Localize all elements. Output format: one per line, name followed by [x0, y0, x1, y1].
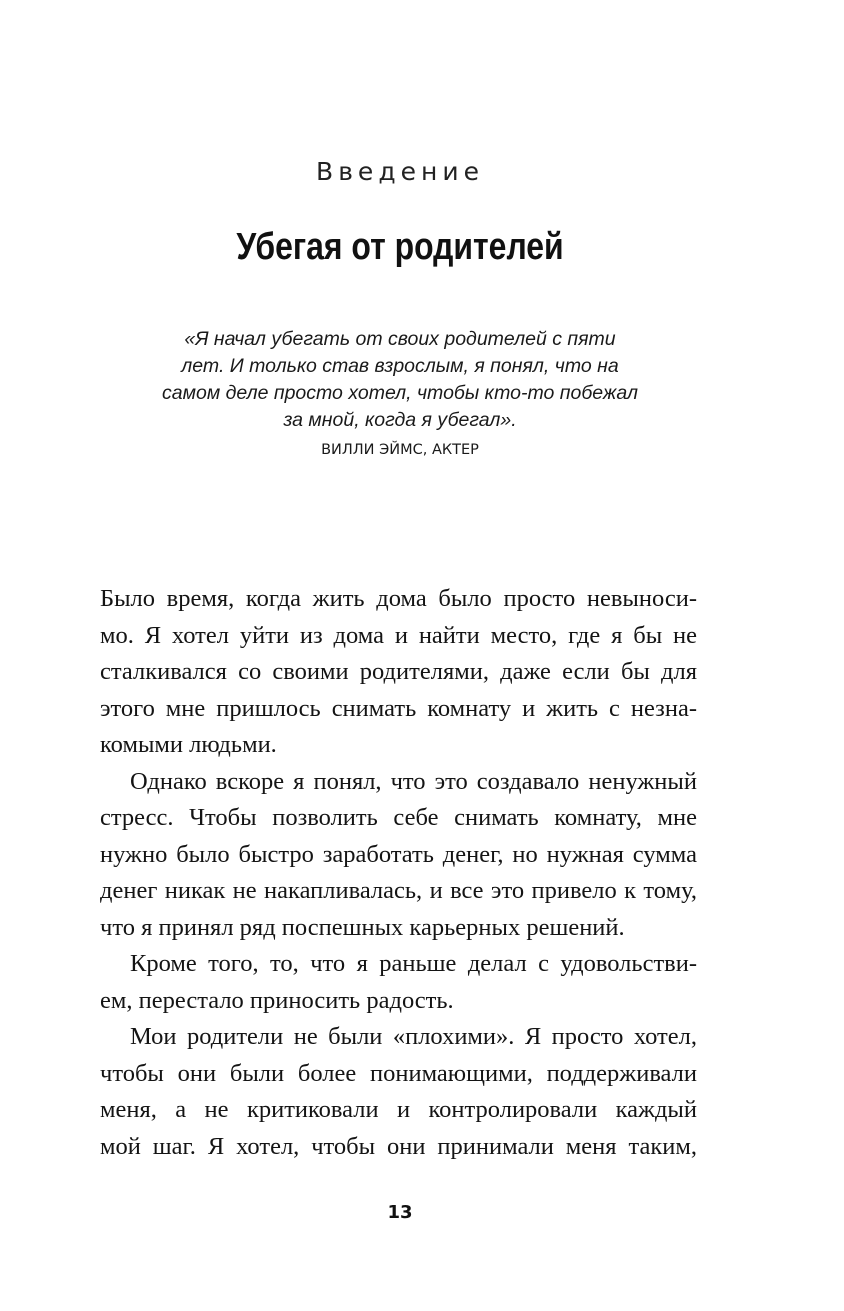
text-line: денег никак не накапливалась, и все это привело к тому,	[100, 877, 697, 904]
page-number: 13	[387, 1202, 413, 1223]
epigraph	[140, 326, 660, 464]
text-line: этого мне пришлось снимать комнату и жить с незна-	[100, 694, 697, 722]
chapter-title: Убегая от родителей	[236, 226, 564, 268]
text-line: стресс. Чтобы позволить себе снимать комнату, мне	[100, 804, 697, 831]
epigraph-line: самом деле просто хотел, чтобы кто-то побежал	[162, 382, 638, 404]
text-line: чтобы они были более понимающими, поддерживали	[100, 1059, 697, 1087]
paragraph-2	[100, 764, 697, 947]
text-line: меня, а не критиковали и контролировали каждый	[100, 1096, 697, 1123]
text-line: что я принял ряд поспешных карьерных решений.	[100, 913, 625, 941]
text-line: Мои родители не были «плохими». Я просто хотел,	[130, 1023, 697, 1050]
paragraph-3	[100, 946, 697, 1019]
text-line: Кроме того, то, что я раньше делал с удовольстви-	[130, 950, 697, 977]
epigraph-line: «Я начал убегать от своих родителей с пяти	[184, 328, 616, 350]
epigraph-line: за мной, когда я убегал».	[283, 409, 517, 431]
epigraph-line: лет. И только став взрослым, я понял, что на	[181, 355, 619, 377]
text-line: нужно было быстро заработать денег, но нужная сумма	[100, 840, 697, 868]
text-line: Было время, когда жить дома было просто невыноси-	[100, 585, 697, 612]
paragraph-4	[100, 1019, 697, 1165]
text-line: сталкивался со своими родителями, даже если бы для	[100, 658, 697, 685]
text-line: Однако вскоре я понял, что это создавало ненужный	[130, 767, 697, 795]
chapter-label: Введение	[316, 157, 484, 186]
text-line: мо. Я хотел уйти из дома и найти место, где я бы не	[100, 621, 697, 649]
paragraph-1	[100, 581, 697, 764]
text-line: ем, перестало приносить радость.	[100, 986, 454, 1014]
body-text	[100, 581, 697, 1165]
text-line: комыми людьми.	[100, 731, 277, 758]
epigraph-author: ВИЛЛИ ЭЙМС, АКТЕР	[321, 442, 479, 458]
text-line: мой шаг. Я хотел, чтобы они принимали меня таким,	[100, 1132, 697, 1160]
